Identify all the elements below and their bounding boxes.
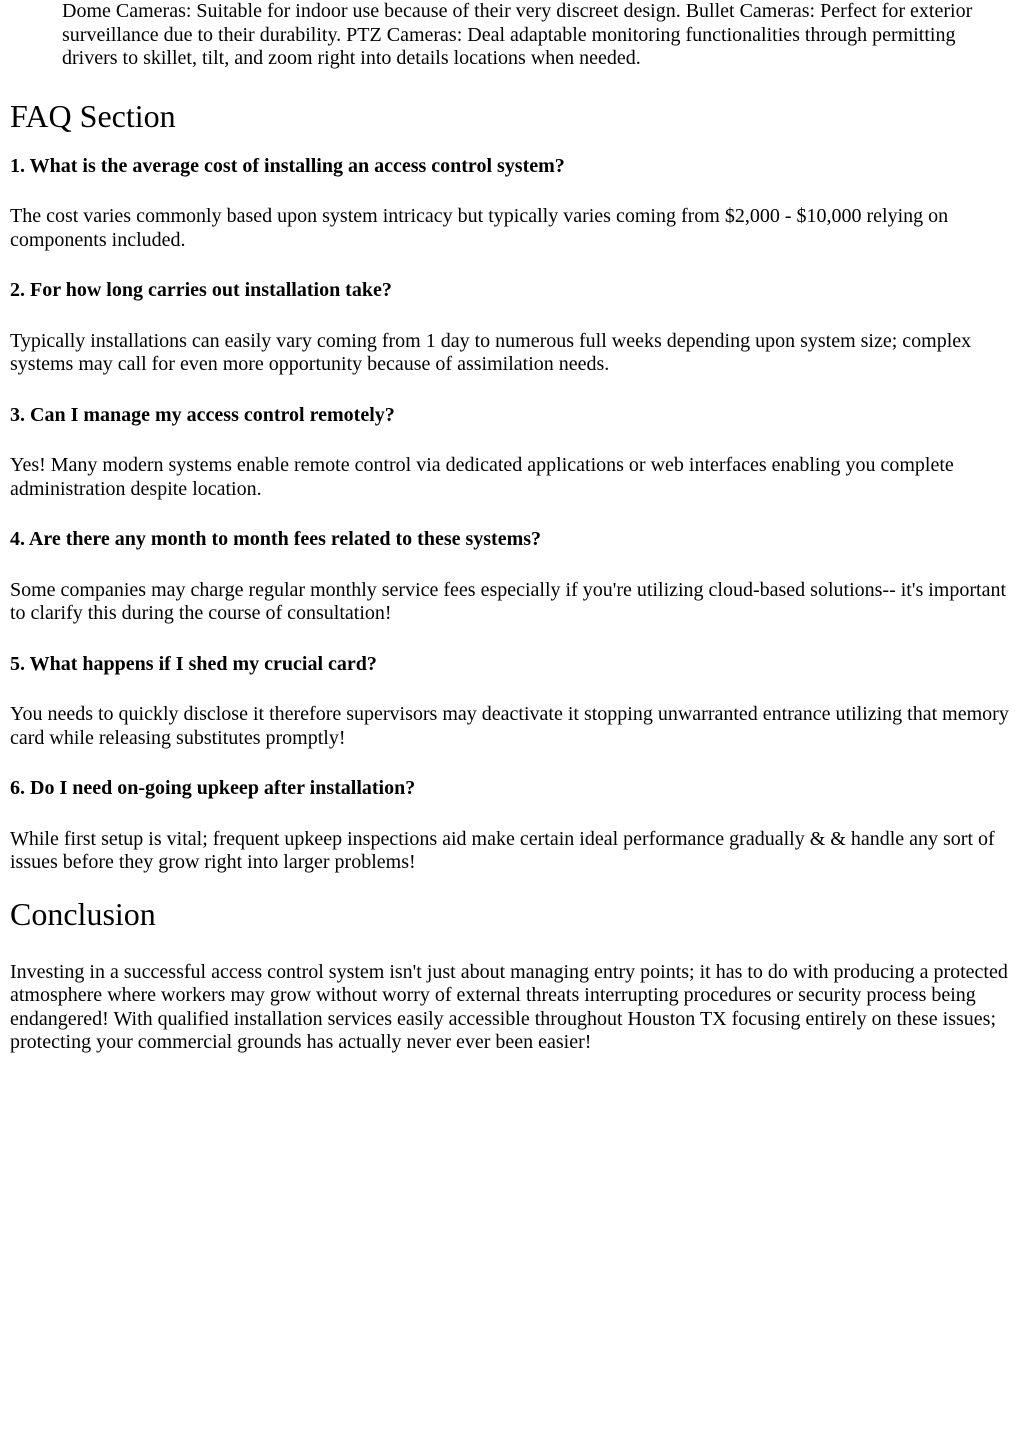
faq-question-3: 3. Can I manage my access control remotely? (10, 403, 395, 426)
faq-answer-2: Typically installations can easily vary coming from 1 day to numerous full weeks depending upon system size; complex systems may call for even more opportunity because of assimilation needs. (10, 329, 972, 375)
faq-question-2: 2. For how long carries out installation take? (10, 279, 392, 301)
faq-answer-1: The cost varies commonly based upon system intricacy but typically varies coming from $2,000 - $10,000 relying on components included. (10, 205, 949, 251)
faq-answer-4: Some companies may charge regular monthly service fees especially if you're utilizing cloud-based solutions-- it's important to clarify this during the course of consultation! (10, 578, 1007, 624)
faq-answer-5: You needs to quickly disclose it therefore supervisors may deactivate it stopping unwarranted entrance utilizing that memory card while releasing substitutes promptly! (10, 703, 1009, 749)
faq-heading: FAQ Section (10, 97, 176, 134)
camera-types-text: Dome Cameras: Suitable for indoor use because of their very discreet design. Bullet Cameras: Perfect for exterior surveillance due to their durability. PTZ Cameras: Deal adaptable monitoring functionalities through permitting drivers to skillet, tilt, and zoom right into details locations when needed. (62, 0, 973, 69)
faq-answer-3: Yes! Many modern systems enable remote control via dedicated applications or web interfaces enabling you complete administration despite location. (10, 454, 954, 500)
faq-question-6: 6. Do I need on-going upkeep after installation? (10, 777, 416, 799)
conclusion-text: Investing in a successful access control system isn't just about managing entry points; it has to do with producing a protected atmosphere where workers may grow without worry of external threats interrupting procedures or security process being endangered! With qualified installation services easily accessible throughout Houston TX focusing entirely on these issues; protecting your commercial grounds has actually never ever been easier! (10, 960, 1008, 1053)
faq-question-1: 1. What is the average cost of installing an access control system? (10, 154, 565, 177)
conclusion-heading: Conclusion (10, 895, 156, 932)
faq-answer-6: While first setup is vital; frequent upkeep inspections aid make certain ideal performance gradually & & handle any sort of issues before they grow right into larger problems! (10, 827, 995, 873)
faq-question-5: 5. What happens if I shed my crucial card? (10, 652, 377, 675)
faq-question-4: 4. Are there any month to month fees related to these systems? (10, 528, 542, 550)
camera-types-list (62, 0, 1014, 71)
